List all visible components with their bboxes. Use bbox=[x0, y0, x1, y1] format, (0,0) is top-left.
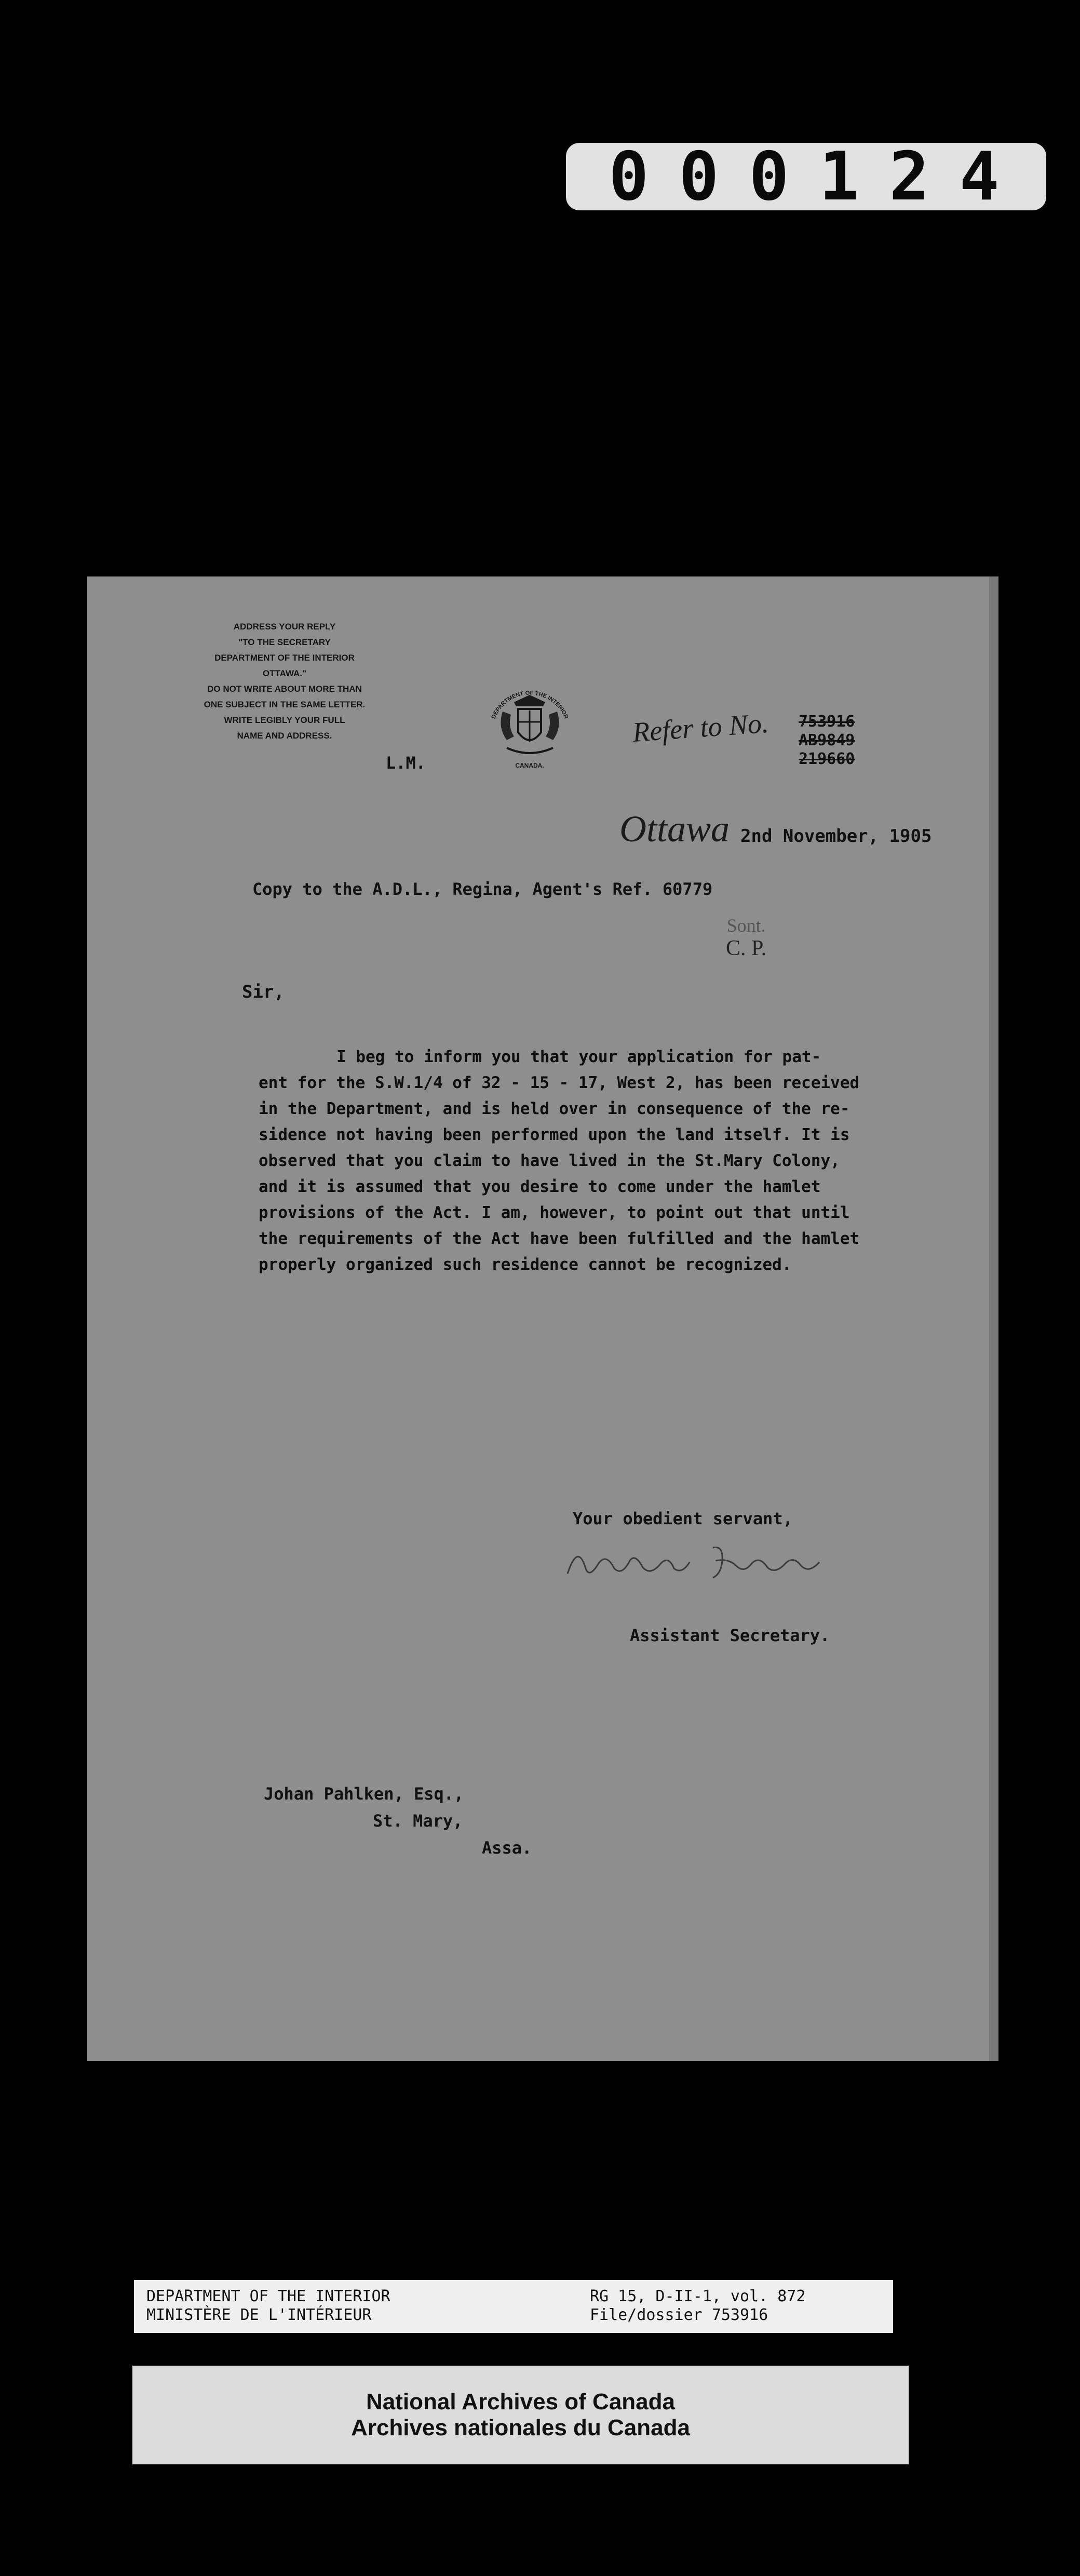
record-group: RG 15, D-II-1, vol. 872 bbox=[590, 2287, 806, 2305]
address-line: WRITE LEGIBLY YOUR FULL bbox=[224, 715, 345, 725]
department-name-en: DEPARTMENT OF THE INTERIOR bbox=[146, 2287, 390, 2305]
archive-reference bbox=[590, 2287, 805, 2325]
address-line: ONE SUBJECT IN THE SAME LETTER. bbox=[204, 700, 366, 709]
department-name-fr: MINISTÈRE DE L'INTÉRIEUR bbox=[146, 2306, 372, 2324]
handwritten-signature bbox=[557, 1537, 827, 1584]
signer-title: Assistant Secretary. bbox=[630, 1626, 830, 1645]
addressee-block bbox=[264, 1780, 532, 1861]
body-line: I beg to inform you that your application for pat- bbox=[336, 1048, 821, 1066]
reference-numbers bbox=[799, 713, 855, 769]
address-line: ADDRESS YOUR REPLY bbox=[233, 622, 336, 632]
letterhead-address-block bbox=[170, 619, 399, 744]
addressee-line: Assa. bbox=[482, 1838, 532, 1858]
date-place: Ottawa bbox=[619, 808, 730, 850]
copy-to-line: Copy to the A.D.L., Regina, Agent's Ref. 60779 bbox=[252, 879, 713, 899]
archive-reference-label bbox=[134, 2280, 893, 2333]
frame-number: 000124 bbox=[566, 143, 1046, 210]
address-line: DO NOT WRITE ABOUT MORE THAN bbox=[207, 684, 362, 694]
address-line: DEPARTMENT OF THE INTERIOR bbox=[214, 653, 355, 663]
stamp-line: C. P. bbox=[726, 936, 767, 960]
crest-top-text: DEPARTMENT OF THE INTERIOR bbox=[490, 690, 570, 720]
archives-name-fr: Archives nationales du Canada bbox=[351, 2415, 690, 2440]
department-crest-icon bbox=[482, 670, 578, 774]
clerk-initials: L.M. bbox=[386, 753, 426, 773]
stamp-line: Sont. bbox=[726, 915, 766, 936]
body-line: provisions of the Act. I am, however, to point out that until bbox=[259, 1203, 850, 1222]
salutation: Sir, bbox=[242, 982, 285, 1002]
letter-date: 2nd November, 1905 bbox=[740, 826, 932, 847]
letter-body bbox=[259, 1044, 975, 1278]
body-line: observed that you claim to have lived in the St.Mary Colony, bbox=[259, 1151, 840, 1170]
body-line: properly organized such residence cannot be recognized. bbox=[259, 1255, 792, 1274]
page-edge bbox=[989, 576, 998, 2061]
archives-name-en: National Archives of Canada bbox=[366, 2389, 675, 2414]
body-line: the requirements of the Act have been fulfilled and the hamlet bbox=[259, 1229, 860, 1248]
addressee-line: Johan Pahlken, Esq., bbox=[264, 1784, 464, 1804]
letter-page bbox=[87, 576, 998, 2061]
closing: Your obedient servant, bbox=[573, 1509, 793, 1528]
address-line: "TO THE SECRETARY bbox=[238, 637, 331, 647]
address-line: NAME AND ADDRESS. bbox=[237, 731, 332, 741]
archives-banner bbox=[132, 2366, 909, 2464]
body-line: and it is assumed that you desire to come under the hamlet bbox=[259, 1177, 821, 1196]
reference-number: 753916 bbox=[799, 713, 855, 731]
department-name bbox=[146, 2287, 390, 2325]
body-line: ent for the S.W.1/4 of 32 - 15 - 17, West 2, has been received bbox=[259, 1074, 860, 1092]
crest-bottom-text: CANADA. bbox=[515, 762, 544, 769]
address-line: OTTAWA." bbox=[262, 668, 307, 678]
addressee-line: St. Mary, bbox=[373, 1811, 463, 1831]
body-line: in the Department, and is held over in consequence of the re- bbox=[259, 1099, 850, 1118]
reference-number: 219660 bbox=[799, 750, 855, 768]
reference-number: AB9849 bbox=[799, 731, 855, 749]
handwritten-stamp bbox=[726, 914, 766, 960]
refer-to-label: Refer to No. bbox=[631, 707, 770, 748]
file-number: File/dossier 753916 bbox=[590, 2306, 768, 2324]
body-line: sidence not having been performed upon the land itself. It is bbox=[259, 1125, 850, 1144]
